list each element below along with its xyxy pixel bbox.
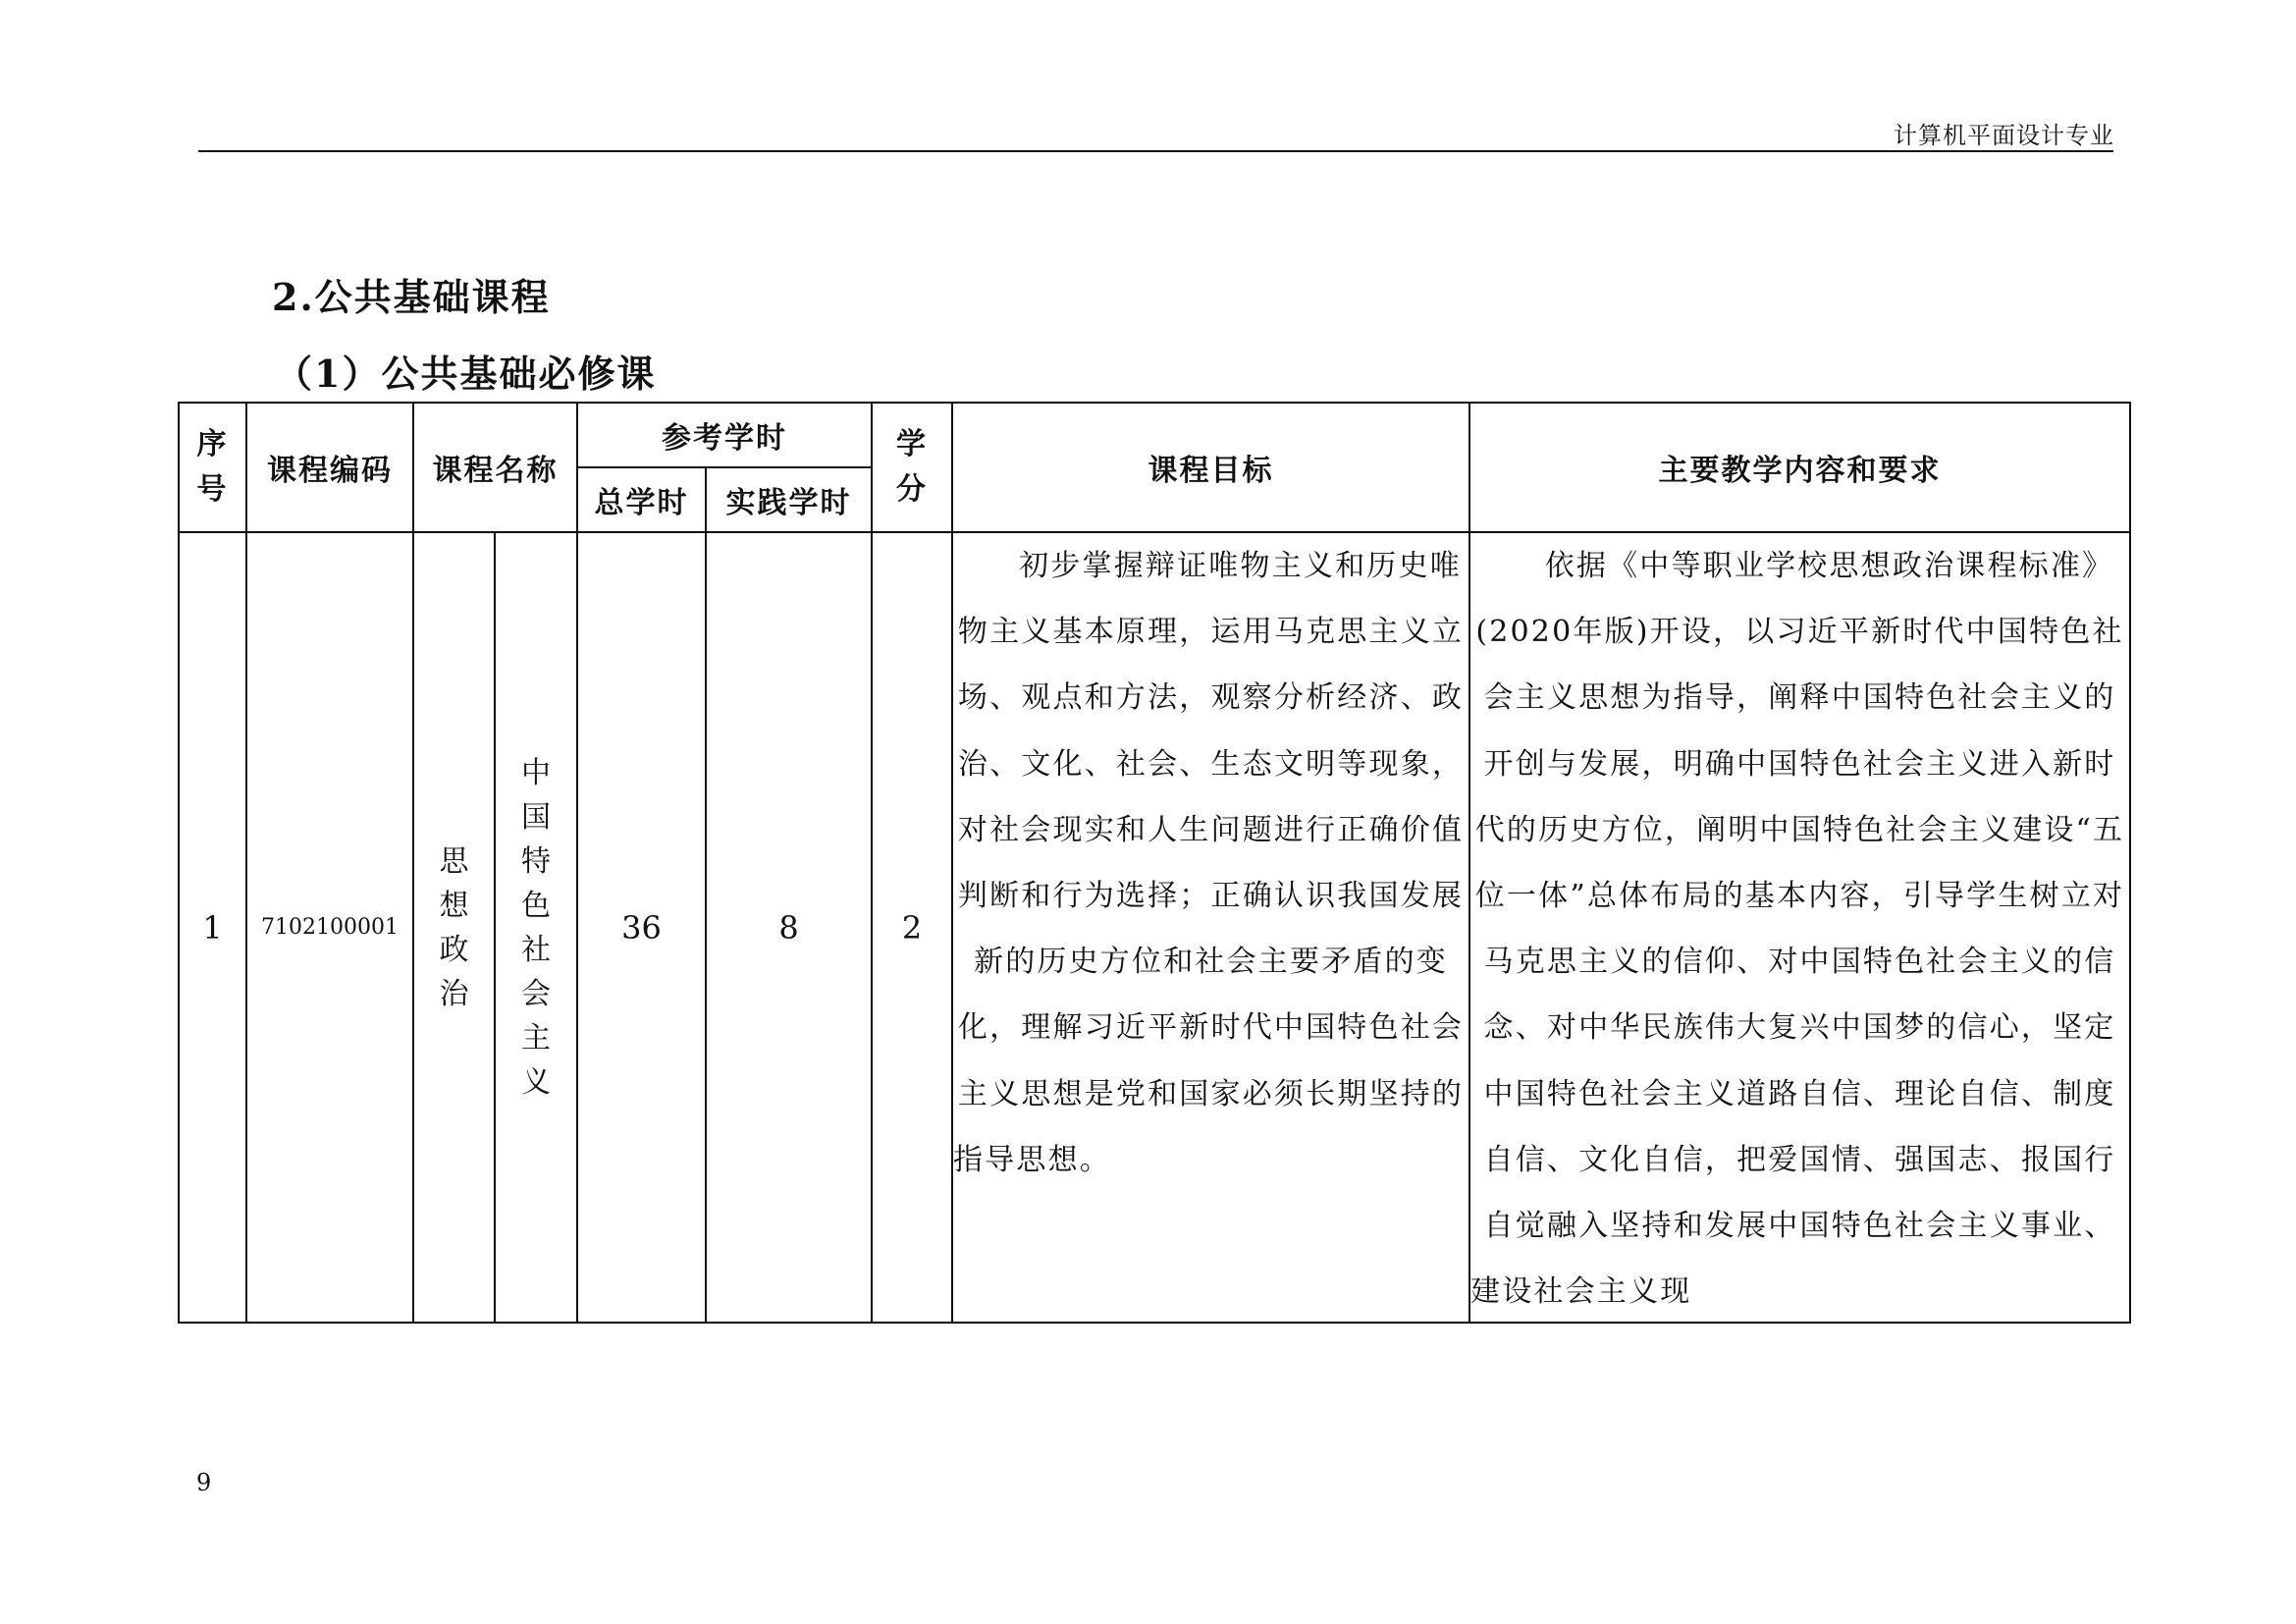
row-course-name: 中国特色社会主义 [495, 532, 577, 1323]
header-content: 主要教学内容和要求 [1469, 403, 2130, 532]
page-number: 9 [196, 1469, 212, 1496]
header-hours: 参考学时 [577, 403, 872, 467]
row-goal: 初步掌握辩证唯物主义和历史唯物主义基本原理，运用马克思主义立场、观点和方法，观察分析经济、政治、文化、社会、生态文明等现象，对社会现实和人生问题进行正确价值判断和行为选择；正确认识我国发展新的历史方位和社会主要矛盾的变化，理解习近平新时代中国特色社会主义思想是党和国家必须长期坚持的指导思想。 [952, 532, 1469, 1323]
header-total-hours: 总学时 [577, 467, 706, 532]
header-goal: 课程目标 [952, 403, 1469, 532]
subsection-title: （1）公共基础必修课 [275, 352, 657, 396]
header-practice-hours: 实践学时 [706, 467, 872, 532]
row-code: 7102100001 [246, 532, 413, 1323]
row-credits: 2 [872, 532, 952, 1323]
header-name: 课程名称 [413, 403, 577, 532]
header-rule [198, 150, 2113, 152]
header-seq: 序号 [179, 403, 246, 532]
course-table [178, 402, 2131, 1324]
running-head: 计算机平面设计专业 [1894, 122, 2114, 149]
row-content-text: 依据《中等职业学校思想政治课程标准》(2020年版)开设，以习近平新时代中国特色社会主义思想为指导，阐释中国特色社会主义的开创与发展，明确中国特色社会主义进入新时代的历史方位，阐明中国特色社会主义建设“五位一体”总体布局的基本内容，引导学生树立对马克思主义的信仰、对中国特色社会主义的信念、对中华民族伟大复兴中国梦的信心，坚定中国特色社会主义道路自信、理论自信、制度自信、文化自信，把爱国情、强国志、报国行自觉融入坚持和发展中国特色社会主义事业、建设社会主义现 [1470, 549, 2125, 1310]
header-code: 课程编码 [246, 403, 413, 532]
header-credits: 学分 [872, 403, 952, 532]
row-content [1469, 532, 2130, 1323]
section-title: 2.公共基础课程 [272, 275, 551, 319]
table-row [179, 532, 2130, 1323]
row-category: 思想政治 [413, 532, 495, 1323]
row-seq: 1 [179, 532, 246, 1323]
row-practice-hours: 8 [706, 532, 872, 1323]
row-total-hours: 36 [577, 532, 706, 1323]
